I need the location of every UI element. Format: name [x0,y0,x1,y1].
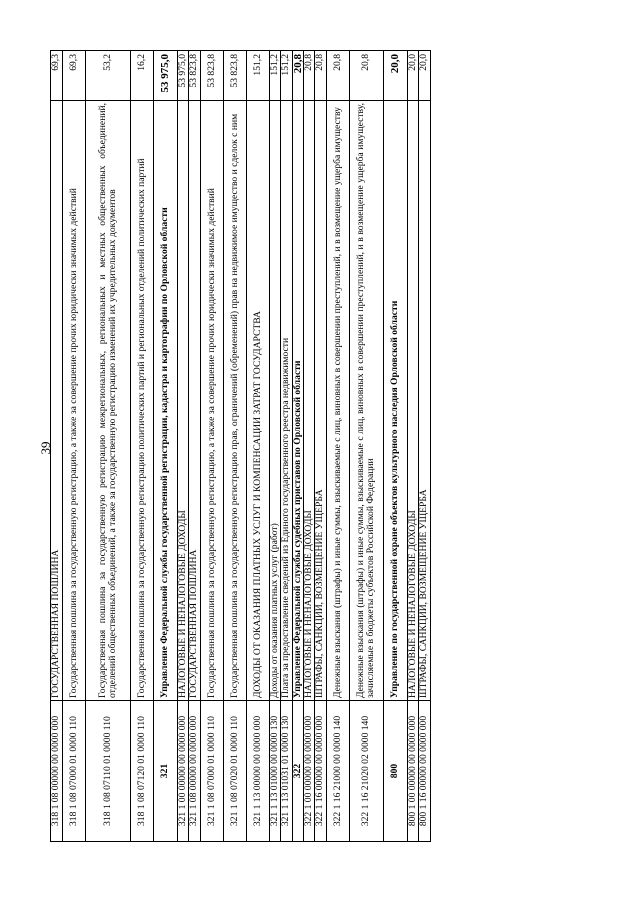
row-amount: 53 823,8 [189,51,200,101]
row-amount: 69,3 [63,51,86,101]
revenue-table-body [51,51,431,842]
table-row [419,51,430,842]
row-description: ГОСУДАРСТВЕННАЯ ПОШЛИНА [189,101,200,701]
row-amount: 151,2 [246,51,269,101]
row-amount: 20,8 [326,51,349,101]
row-description: Плата за предоставление сведений из Единого государственного реестра недвижимости [281,101,292,701]
table-row [86,51,131,842]
row-code: 318 1 08 07000 01 0000 110 [63,701,86,842]
row-description: Управление по государственной охране объектов культурного наследия Орловской области [383,101,407,701]
row-description: Управление Федеральной службы государственной регистрации, кадастра и картографии по Орловской области [154,101,178,701]
table-row [407,51,418,842]
row-code: 321 [154,701,178,842]
table-row [189,51,200,842]
table-row [269,51,280,842]
row-code: 321 1 13 00000 00 0000 000 [246,701,269,842]
row-amount: 53 823,8 [223,51,246,101]
row-code: 321 1 08 07020 01 0000 110 [223,701,246,842]
page-number: 39 [38,441,53,455]
row-description: Государственная пошлина за государственную регистрацию политических партий и региональных отделений политических партий [131,101,154,701]
row-amount: 20,0 [419,51,430,101]
row-amount: 69,3 [51,51,63,101]
row-code: 318 1 08 07110 01 0000 110 [86,701,131,842]
row-amount: 53 823,8 [200,51,223,101]
row-amount: 20,0 [383,51,407,101]
row-description: Денежные взыскания (штрафы) и иные суммы, взыскиваемые с лиц, виновных в совершении преступлений, и в возмещение ущерба имуществу [326,101,349,701]
row-code: 322 1 16 21000 00 0000 140 [326,701,349,842]
row-description: Денежные взыскания (штрафы) и иные суммы, взыскиваемые с лиц, виновных в совершении преступлений, и в возмещение ущерба имуществу, зачисляемые в бюджеты субъектов Российской Федерации [349,101,383,701]
row-description: Государственная пошлина за государственную регистрацию межрегиональных, региональных и местных общественных объединений, отделений общественных объединений, а также за государственную регистрацию изменений их учредительных документов [86,101,131,701]
row-description: Управление Федеральной службы судебных приставов по Орловской области [292,101,303,701]
table-row [315,51,326,842]
row-code: 800 [383,701,407,842]
row-code: 318 1 08 00000 00 0000 000 [51,701,63,842]
row-amount: 53 975,0 [178,51,189,101]
row-code: 322 1 00 00000 00 0000 000 [304,701,315,842]
row-code: 321 1 13 01000 00 0000 130 [269,701,280,842]
row-code: 318 1 08 07120 01 0000 110 [131,701,154,842]
row-code: 321 1 08 00000 00 0000 000 [189,701,200,842]
table-row [349,51,383,842]
row-description: Доходы от оказания платных услуг (работ) [269,101,280,701]
row-description: ГОСУДАРСТВЕННАЯ ПОШЛИНА [51,101,63,701]
table-row [131,51,154,842]
row-code: 321 1 00 00000 00 0000 000 [178,701,189,842]
row-amount: 151,2 [281,51,292,101]
table-row [326,51,349,842]
row-description: ДОХОДЫ ОТ ОКАЗАНИЯ ПЛАТНЫХ УСЛУГ И КОМПЕНСАЦИИ ЗАТРАТ ГОСУДАРСТВА [246,101,269,701]
row-description: НАЛОГОВЫЕ И НЕНАЛОГОВЫЕ ДОХОДЫ [304,101,315,701]
revenue-table [50,50,431,842]
row-description: ШТРАФЫ, САНКЦИИ, ВОЗМЕЩЕНИЕ УЩЕРБА [419,101,430,701]
row-amount: 20,8 [292,51,303,101]
row-description: Государственная пошлина за государственную регистрацию, а также за совершение прочих юридически значимых действий [200,101,223,701]
table-row [281,51,292,842]
row-code: 321 1 08 07000 01 0000 110 [200,701,223,842]
rotated-page-content [50,50,431,842]
row-description: Государственная пошлина за государственную регистрацию прав, ограничений (обременений) прав на недвижимое имущество и сделок с ним [223,101,246,701]
row-amount: 53,2 [86,51,131,101]
row-code: 800 1 00 00000 00 0000 000 [407,701,418,842]
row-amount: 20,8 [349,51,383,101]
row-amount: 20,0 [407,51,418,101]
row-code: 322 [292,701,303,842]
row-amount: 16,2 [131,51,154,101]
table-row [51,51,63,842]
row-code: 321 1 13 01031 01 0000 130 [281,701,292,842]
table-row [178,51,189,842]
row-description: Государственная пошлина за государственную регистрацию, а также за совершение прочих юридически значимых действий [63,101,86,701]
row-code: 322 1 16 00000 00 0000 000 [315,701,326,842]
row-amount: 20,8 [315,51,326,101]
row-amount: 151,2 [269,51,280,101]
row-description: ШТРАФЫ, САНКЦИИ, ВОЗМЕЩЕНИЕ УЩЕРБА [315,101,326,701]
table-row [200,51,223,842]
row-amount: 20,8 [304,51,315,101]
table-row [383,51,407,842]
row-description: НАЛОГОВЫЕ И НЕНАЛОГОВЫЕ ДОХОДЫ [178,101,189,701]
table-row [63,51,86,842]
table-row [304,51,315,842]
row-amount: 53 975,0 [154,51,178,101]
row-code: 322 1 16 21020 02 0000 140 [349,701,383,842]
row-description: НАЛОГОВЫЕ И НЕНАЛОГОВЫЕ ДОХОДЫ [407,101,418,701]
table-row [154,51,178,842]
table-row [223,51,246,842]
table-row [292,51,303,842]
table-row [246,51,269,842]
row-code: 800 1 16 00000 00 0000 000 [419,701,430,842]
